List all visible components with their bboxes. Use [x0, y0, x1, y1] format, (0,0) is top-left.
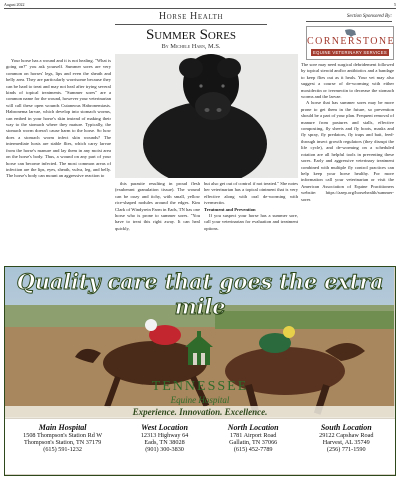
location-north	[209, 419, 298, 474]
location-address: 1508 Thompson's Station Rd W	[23, 432, 103, 439]
location-city: Gallatin, TN 37066	[229, 439, 278, 446]
col4-paragraph-2: A horse that has summer sores may be more prone to get them in the future, so prevention should be a part of your plan. Frequent removal of manure from pastures and stalls, effective composting, fly sheets and fly boots, masks and fly spray, fly predators, fly traps and bait, feed-through insect growth regulators (they disrupt the life cycle), and de-worming on a scheduled rotation are all helpful tools in preventing these sores. Early and aggressive veterinary treatment combined with multiple fly control practices can help keep your horse healthy. For more information call your veterinarian or visit the American Association of Equine Practitioners website: https://aaep.org/horsehealth/summer-sores	[301, 100, 394, 202]
sponsor-rule	[306, 21, 392, 22]
location-address: 1781 Airport Road	[229, 432, 277, 439]
col3-paragraph-2: If you suspect your horse has a summer sore, call your veterinarian for evaluation and treatment options.	[204, 213, 298, 231]
section-title: Horse Health	[158, 11, 224, 22]
horse-photo	[115, 54, 298, 178]
locations-bar	[5, 419, 395, 474]
location-name: North Location	[227, 423, 279, 432]
location-city: Eads, TN 38028	[144, 439, 185, 446]
article-column-4	[301, 62, 394, 260]
col4-paragraph-1: The sore may need surgical debridement followed by topical steroid and/or antibiotics and a bandage to keep flies out as it heals. Your vet may also suggest a course of de-worming with either moxidectin or ivermectin to decrease the stomach worms and the larvae.	[301, 62, 394, 100]
location-city: Thompson's Station, TN 37179	[23, 439, 102, 446]
hospital-ad	[4, 266, 396, 476]
sponsored-by-label: Section Sponsored By:	[346, 14, 392, 19]
location-phone: (901) 300-3830	[145, 446, 184, 453]
issue-date: August 2022	[4, 2, 25, 7]
ad-headline: Quality care that goes the extra mile	[16, 269, 384, 319]
ad-brand-subtitle: Equine Hospital	[170, 395, 230, 405]
section-title-rule	[115, 24, 267, 25]
col3-paragraph-1: but also get out of control if not treated." She notes her veterinarian has a topical ointment that is very effective along with oral de-worming with ivermectin.	[204, 181, 298, 206]
sponsor-name: CORNERSTONE	[307, 36, 396, 47]
location-phone: (256) 771-1590	[326, 446, 366, 453]
location-name: South Location	[320, 423, 372, 432]
location-name: West Location	[141, 423, 188, 432]
article-column-2: this parasite resulting in proud flesh (exuberant granulation tissue). The wound can be oozy and itchy, with small, yellow rice-shaped nodules around the edges. Kim Clark of Windyrein Farm in Eads, TN has one horse who is prone to summer sores. "You have to treat this right away. It can heal quickly,	[115, 181, 200, 231]
location-south	[298, 419, 396, 474]
location-main	[5, 419, 120, 474]
article-column-3	[204, 181, 298, 260]
location-phone: (615) 591-1232	[43, 446, 82, 453]
location-address: 29122 Capshaw Road	[319, 432, 374, 439]
header-rule	[4, 8, 396, 9]
location-address: 12313 Highway 64	[140, 432, 189, 439]
location-west	[120, 419, 209, 474]
article-column-1: Your horse has a wound and it is not healing. "What is going on?" you ask yourself. Summer sores are very common on horses' legs, lips and even the sheath and belly area. They are particularly worrisome because they can be hard to treat and may not heal after trying several kinds of topical treatments. "Summer sores" are a common name for the wound, however your veterinarian will call these open wounds Cutaneous Habronemiasis. Habronema larvae, which develop into stomach worms, can embed in your horse's skin instead of making their way to the stomach where they mature. Typically, the stomach worm doesn't cause harm to the horse. So how does a stomach worm infect skin wounds? The intermediate hosts are stable flies, which carry larvae from the horse's manure and lay them in any moist area on the horse's body. Thus, a wound on any part of your horse can become infected. The most common areas of infection are the lips, eyes, sheath, vulva, leg, and belly. The horse's body can mount an aggressive reaction to	[6, 58, 111, 179]
location-phone: (615) 452-7789	[233, 446, 273, 453]
article-title: Summer Sores	[145, 27, 237, 43]
article-byline: By Michele Harn, M.S.	[161, 43, 221, 50]
ad-slogan: Experience. Innovation. Excellence.	[5, 406, 395, 418]
treatment-heading: Treatment and Prevention	[204, 206, 256, 212]
page-number: 5	[394, 2, 396, 7]
sponsor-logo	[306, 26, 394, 60]
location-city: Harvest, AL 35749	[322, 439, 370, 446]
ad-brand-name: TENNESSEE	[151, 379, 249, 394]
sponsor-tagline: EQUINE VETERINARY SERVICES	[311, 49, 389, 56]
location-name: Main Hospital	[38, 423, 87, 432]
